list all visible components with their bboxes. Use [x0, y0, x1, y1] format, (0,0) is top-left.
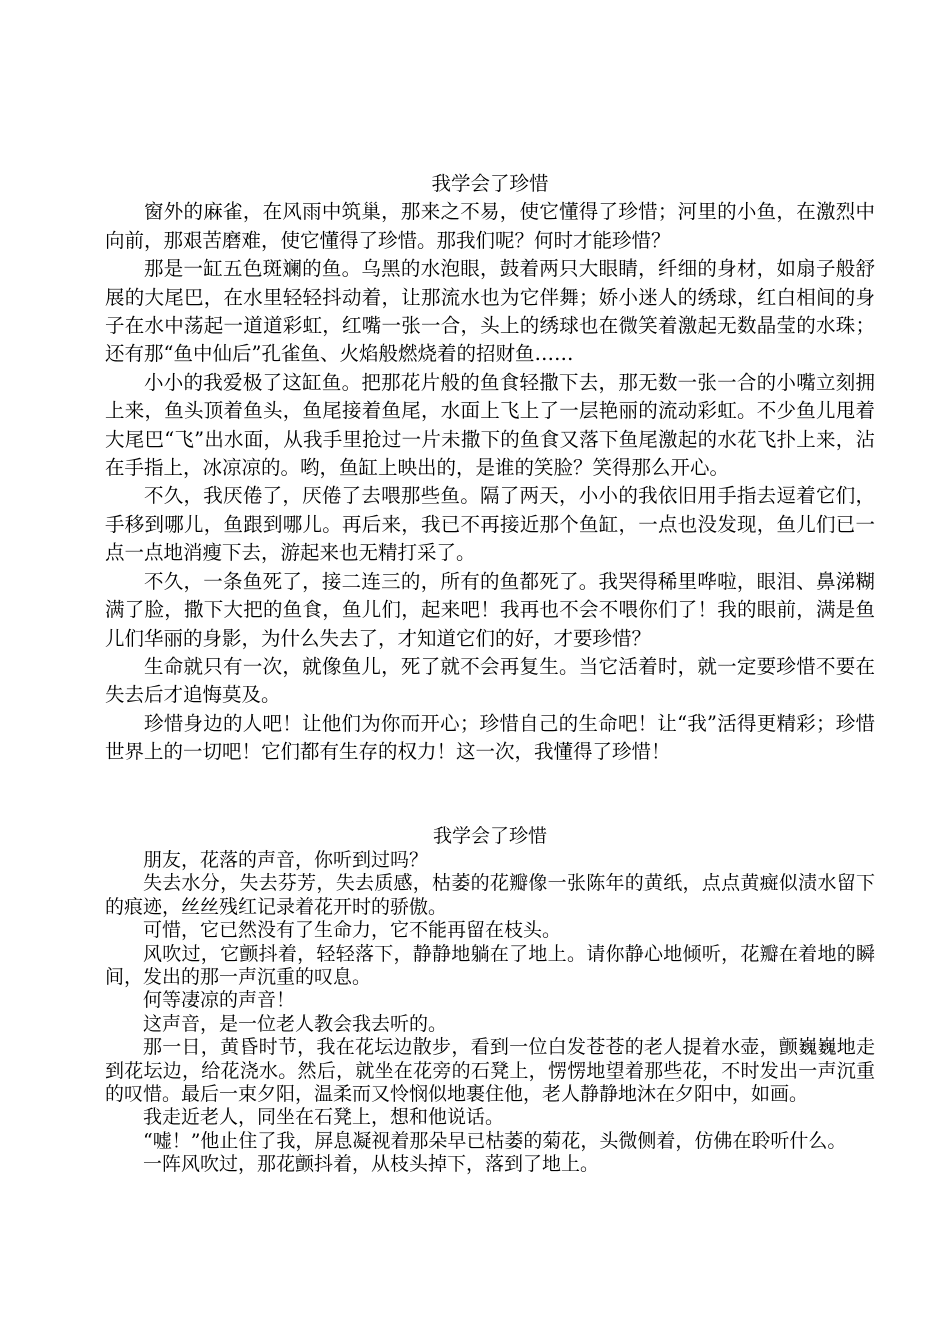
paragraph: 珍惜身边的人吧！让他们为你而开心；珍惜自己的生命吧！让“我”活得更精彩；珍惜世界上的一切吧！它们都有生存的权力！这一次，我懂得了珍惜！	[105, 711, 875, 764]
paragraph: 一阵风吹过，那花颤抖着，从枝头掉下，落到了地上。	[143, 1153, 600, 1176]
essay-2	[105, 824, 875, 1177]
essay-title: 我学会了珍惜	[431, 172, 549, 195]
paragraph: 我走近老人，同坐在石凳上，想和他说话。	[143, 1106, 505, 1129]
paragraph: 不久，我厌倦了，厌倦了去喂那些鱼。隔了两天，小小的我依旧用手指去逗着它们，手移到哪儿，鱼跟到哪儿。再后来，我已不再接近那个鱼缸，一点也没发现，鱼儿们已一点一点地消瘦下去，游起来也无精打采了。	[105, 484, 875, 565]
paragraph: 失去水分，失去芬芳，失去质感，枯萎的花瓣像一张陈年的黄纸，点点黄癍似渍水留下的痕迹，丝丝残红记录着花开时的骄傲。	[105, 872, 875, 918]
essay-1	[105, 170, 875, 767]
paragraph: 窗外的麻雀，在风雨中筑巢，那来之不易，使它懂得了珍惜；河里的小鱼，在激烈中向前，那艰苦磨难，使它懂得了珍惜。那我们呢？何时才能珍惜？	[105, 200, 875, 252]
paragraph: 何等凄凉的声音！	[143, 989, 296, 1012]
paragraph: 不久，一条鱼死了，接二连三的，所有的鱼都死了。我哭得稀里哗啦，眼泪、鼻涕糊满了脸，撒下大把的鱼食，鱼儿们，起来吧！我再也不会不喂你们了！我的眼前，满是鱼儿们华丽的身影，为什么失去了，才知道它们的好，才要珍惜？	[105, 569, 875, 650]
paragraph: 风吹过，它颤抖着，轻轻落下，静静地躺在了地上。请你静心地倾听，花瓣在着地的瞬间，发出的那一声沉重的叹息。	[105, 942, 875, 989]
paragraph: 小小的我爱极了这缸鱼。把那花片般的鱼食轻撒下去，那无数一张一合的小嘴立刻拥上来，鱼头顶着鱼头，鱼尾接着鱼尾，水面上飞上了一层艳丽的流动彩虹。不少鱼儿甩着大尾巴“飞”出水面，从我手里抢过一片未撒下的鱼食又落下鱼尾激起的水花飞扑上来，沾在手指上，冰凉凉的。哟，鱼缸上映出的，是谁的笑脸？笑得那么开心。	[105, 370, 875, 480]
paragraph: “嘘！”他止住了我，屏息凝视着那朵早已枯萎的菊花，头微侧着，仿佛在聆听什么。	[143, 1129, 847, 1152]
paragraph: 生命就只有一次，就像鱼儿，死了就不会再复生。当它活着时，就一定要珍惜不要在失去后才追悔莫及。	[105, 654, 875, 707]
paragraph: 朋友，花落的声音，你听到过吗？	[143, 849, 429, 871]
paragraph: 那一日，黄昏时节，我在花坛边散步，看到一位白发苍苍的老人提着水壶，颤巍巍地走到花坛边，给花浇水。然后，就坐在花旁的石凳上，愣愣地望着那些花，不时发出一声沉重的叹惜。最后一束夕阳，温柔而又怜悯似地裹住他，老人静静地沐在夕阳中，如画。	[105, 1036, 875, 1106]
paragraph: 那是一缸五色斑斓的鱼。乌黑的水泡眼，鼓着两只大眼睛，纤细的身材，如扇子般舒展的大尾巴，在水里轻轻抖动着，让那流水也为它伴舞；娇小迷人的绣球，红白相间的身子在水中荡起一道道彩虹，红嘴一张一合，头上的绣球也在微笑着激起无数晶莹的水珠；还有那“鱼中仙后”孔雀鱼、火焰般燃烧着的招财鱼……	[105, 257, 875, 366]
paragraph: 可惜，它已然没有了生命力，它不能再留在枝头。	[143, 919, 562, 942]
paragraph: 这声音，是一位老人教会我去听的。	[143, 1012, 448, 1035]
essay-title: 我学会了珍惜	[432, 825, 547, 847]
